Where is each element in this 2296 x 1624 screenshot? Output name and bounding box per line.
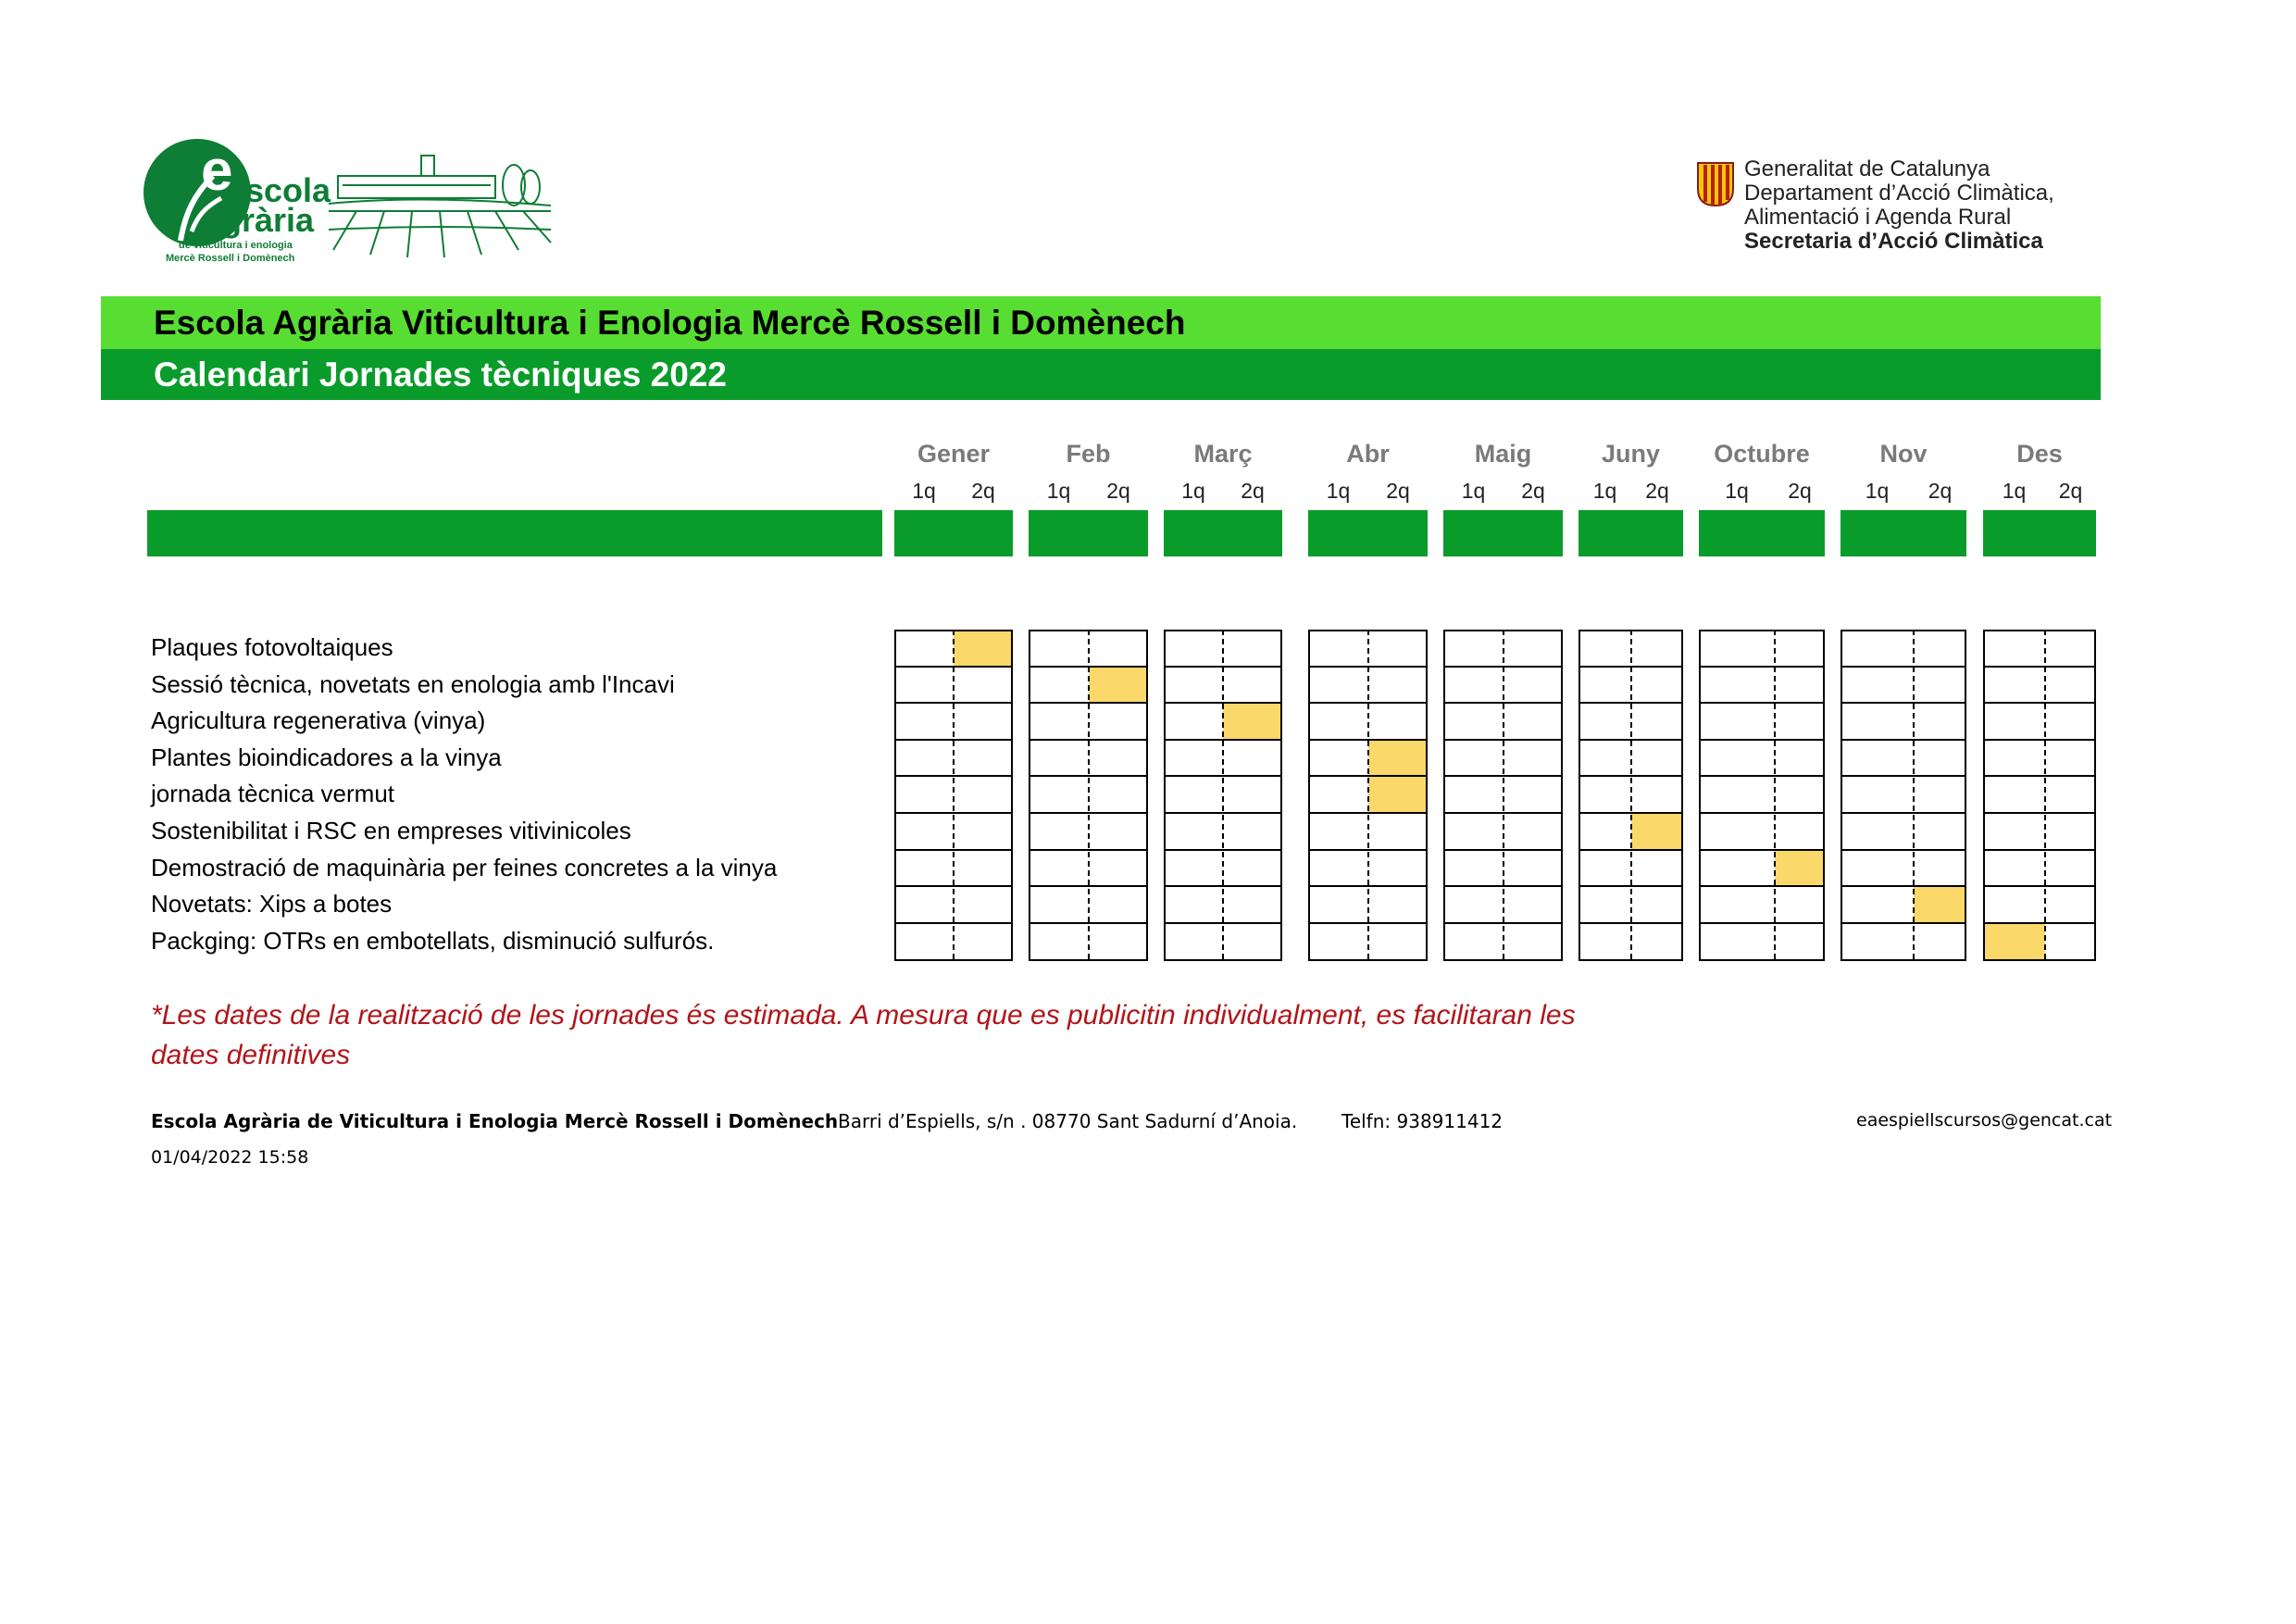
month-header-block (1164, 510, 1282, 556)
scheduled-cell (954, 630, 1013, 667)
month-header: Feb (1066, 440, 1111, 468)
quarter-divider (1222, 630, 1224, 959)
calendar-cell (1914, 776, 1966, 813)
calendar-cell (1983, 740, 2045, 777)
quarter-label: 1q (1592, 479, 1617, 503)
calendar-cell (1029, 667, 1089, 704)
calendar-cell (1504, 776, 1563, 813)
quarter-label: 1q (912, 479, 936, 503)
calendar-cell (1089, 813, 1148, 850)
calendar-cell (1983, 850, 2045, 887)
calendar-cell (894, 923, 954, 960)
month-header: Juny (1601, 440, 1661, 468)
calendar-cell (1164, 630, 1223, 667)
calendar-cell (2045, 886, 2096, 923)
estimate-note: *Les dates de la realització de les jornades és estimada. A mesura que es publicitin individualment, es facilitaran les dates definitives (151, 1000, 1576, 1070)
calendar-cell (954, 667, 1013, 704)
calendar-cell (1029, 923, 1089, 960)
event-label: Packging: OTRs en embotellats, disminució sulfurós. (151, 926, 715, 955)
quarter-divider (1367, 630, 1369, 959)
calendar-cell (1223, 923, 1282, 960)
calendar-cell (1914, 740, 1966, 777)
scheduled-cell (1775, 850, 1825, 887)
calendar-cell (1029, 776, 1089, 813)
calendar-cell (1775, 630, 1825, 667)
calendar-cell (1223, 886, 1282, 923)
row-divider (1983, 922, 2096, 924)
calendar-cell (1443, 667, 1504, 704)
quarter-label: 1q (2002, 479, 2027, 503)
calendar-cell (1775, 703, 1825, 740)
scheduled-cell (1983, 923, 2045, 960)
calendar-cell (1089, 703, 1148, 740)
event-label: Sessió tècnica, novetats en enologia amb l'Incavi (151, 669, 675, 698)
month-header-block (1699, 510, 1825, 556)
month-header: Des (2016, 440, 2063, 468)
row-divider (1699, 666, 1825, 668)
page-title: Escola Agrària Viticultura i Enologia Mercè Rossell i Domènech (154, 304, 1186, 342)
row-divider (1983, 739, 2096, 741)
calendar-cell (954, 776, 1013, 813)
calendar-cell (1775, 776, 1825, 813)
calendar-cell (1308, 776, 1368, 813)
quarter-divider (2044, 630, 2046, 959)
calendar-cell (954, 886, 1013, 923)
calendar-cell (1164, 740, 1223, 777)
quarter-divider (1913, 630, 1915, 959)
row-divider (1699, 812, 1825, 814)
calendar-cell (1914, 923, 1966, 960)
calendar-cell (1223, 630, 1282, 667)
month-header: Gener (917, 440, 991, 468)
row-divider (1841, 702, 1966, 704)
calendar-cell (1443, 923, 1504, 960)
calendar-cell (1699, 703, 1775, 740)
school-logo-graphic (144, 139, 569, 269)
calendar-cell (954, 923, 1013, 960)
row-divider (1983, 666, 2096, 668)
calendar-cell (954, 703, 1013, 740)
calendar-cell (894, 740, 954, 777)
event-label: Agricultura regenerativa (vinya) (151, 706, 486, 735)
calendar-cell (2045, 813, 2096, 850)
calendar-cell (1631, 630, 1683, 667)
row-divider (1983, 775, 2096, 777)
calendar-cell (894, 813, 954, 850)
calendar-cell (1029, 886, 1089, 923)
calendar-cell (1578, 667, 1631, 704)
calendar-cell (1308, 740, 1368, 777)
month-header-block (1443, 510, 1563, 556)
event-label: jornada tècnica vermut (151, 780, 395, 808)
calendar-cell (894, 886, 954, 923)
event-label: Sostenibilitat i RSC en empreses vitivinicoles (151, 817, 631, 844)
calendar-cell (894, 630, 954, 667)
calendar-cell (1841, 703, 1914, 740)
month-header-block (894, 510, 1013, 556)
calendar-cell (1699, 776, 1775, 813)
calendar-cell (1308, 667, 1368, 704)
calendar-cell (1443, 630, 1504, 667)
calendar-cell (1841, 923, 1914, 960)
calendar-cell (1089, 776, 1148, 813)
calendar-cell (1631, 850, 1683, 887)
quarter-label: 1q (1181, 479, 1205, 503)
calendar-cell (894, 850, 954, 887)
calendar-cell (1631, 703, 1683, 740)
calendar-cell (1578, 776, 1631, 813)
month-header-block (1578, 510, 1683, 556)
calendar-cell (1841, 667, 1914, 704)
calendar-cell (1223, 667, 1282, 704)
month-header-block (1029, 510, 1148, 556)
event-label: Novetats: Xips a botes (151, 890, 393, 918)
quarter-label: 2q (2058, 479, 2083, 503)
generalitat-line1: Generalitat de Catalunya (1744, 156, 1990, 181)
footer-date: 01/04/2022 15:58 (151, 1147, 309, 1168)
quarter-label: 2q (1521, 479, 1545, 503)
calendar-cell (1029, 703, 1089, 740)
calendar-cell (1578, 703, 1631, 740)
calendar-cell (1699, 740, 1775, 777)
row-divider (1699, 849, 1825, 851)
page-subtitle: Calendari Jornades tècniques 2022 (154, 356, 727, 394)
calendar-cell (1089, 630, 1148, 667)
scheduled-cell (1223, 703, 1282, 740)
calendar-cell (1578, 850, 1631, 887)
quarter-divider (1630, 630, 1632, 959)
calendar-cell (1223, 776, 1282, 813)
calendar-cell (894, 776, 954, 813)
quarter-label: 1q (1725, 479, 1749, 503)
school-logo (144, 139, 569, 269)
row-divider (1841, 812, 1966, 814)
calendar-cell (1223, 740, 1282, 777)
month-header-block (1308, 510, 1428, 556)
generalitat-line3: Alimentació i Agenda Rural (1744, 205, 2012, 230)
calendar-cell (1841, 740, 1914, 777)
calendar-cell (894, 667, 954, 704)
calendar-cell (1223, 850, 1282, 887)
quarter-label: 1q (1326, 479, 1351, 503)
logo-sub2-text: Mercè Rossell i Domènech (166, 253, 295, 264)
calendar-cell (1368, 630, 1428, 667)
calendar-cell (1914, 850, 1966, 887)
calendar-cell (1164, 667, 1223, 704)
calendar-cell (1699, 667, 1775, 704)
calendar-cell (2045, 776, 2096, 813)
calendar-cell (1841, 776, 1914, 813)
calendar-cell (1308, 923, 1368, 960)
quarter-divider (953, 630, 955, 959)
quarter-label: 2q (1386, 479, 1410, 503)
calendar-cell (894, 703, 954, 740)
scheduled-cell (1089, 667, 1148, 704)
calendar-cell (1368, 813, 1428, 850)
row-divider (1841, 739, 1966, 741)
month-header: Nov (1879, 440, 1928, 468)
calendar-cell (1443, 850, 1504, 887)
quarter-label: 2q (1645, 479, 1669, 503)
calendar-cell (1368, 850, 1428, 887)
calendar-cell (1443, 776, 1504, 813)
calendar-cell (1578, 740, 1631, 777)
calendar-cell (1308, 813, 1368, 850)
calendar-cell (2045, 923, 2096, 960)
calendar-cell (954, 850, 1013, 887)
calendar-cell (1775, 923, 1825, 960)
calendar-cell (1841, 850, 1914, 887)
calendar-cell (1841, 630, 1914, 667)
month-header: Març (1193, 440, 1253, 468)
row-divider (1699, 739, 1825, 741)
calendar-cell (1578, 923, 1631, 960)
calendar-cell (1631, 886, 1683, 923)
footer-school: Escola Agrària de Viticultura i Enologia Mercè Rossell i Domènech (151, 1110, 839, 1132)
row-divider (1699, 702, 1825, 704)
event-label: Demostració de maquinària per feines concretes a la vinya (151, 853, 778, 881)
calendar-cell (1089, 740, 1148, 777)
label-column-header-block (147, 510, 882, 556)
subtitle-bar (101, 349, 2101, 400)
calendar-cell (1578, 813, 1631, 850)
quarter-label: 2q (1928, 479, 1953, 503)
calendar-cell (1368, 886, 1428, 923)
quarter-label: 2q (1788, 479, 1812, 503)
calendar-cell (1631, 740, 1683, 777)
scheduled-cell (1368, 776, 1428, 813)
calendar-cell (1029, 740, 1089, 777)
calendar-cell (1914, 813, 1966, 850)
calendar-cell (1699, 850, 1775, 887)
row-divider (1699, 775, 1825, 777)
scheduled-cell (1368, 740, 1428, 777)
vineyard-illustration (329, 156, 551, 257)
calendar-cell (1578, 886, 1631, 923)
calendar-cell (1308, 703, 1368, 740)
quarter-divider (1088, 630, 1090, 959)
footer-email[interactable]: eaespiellscursos@gencat.cat (1856, 1110, 2113, 1131)
calendar-cell (1308, 630, 1368, 667)
quarter-label: 1q (1046, 479, 1071, 503)
calendar-cell (1504, 667, 1563, 704)
footer-phone: Telfn: 938911412 (1341, 1110, 1504, 1132)
calendar-cell (1841, 886, 1914, 923)
title-bar (101, 296, 2101, 349)
logo-sub1-text: de viticultura i enologia (179, 240, 293, 251)
quarter-divider (1774, 630, 1776, 959)
calendar-cell (1983, 813, 2045, 850)
calendar-cell (1699, 813, 1775, 850)
calendar-cell (1699, 923, 1775, 960)
catalan-flag-icon (1696, 161, 1735, 207)
calendar-cell (1504, 703, 1563, 740)
row-divider (1841, 775, 1966, 777)
calendar-cell (2045, 630, 2096, 667)
calendar-cell (1443, 703, 1504, 740)
calendar-cell (1164, 776, 1223, 813)
calendar-cell (1983, 703, 2045, 740)
footer-address: Barri d’Espiells, s/n . 08770 Sant Sadurní d’Anoia. (838, 1110, 1298, 1132)
calendar-cell (1089, 886, 1148, 923)
calendar-cell (1029, 630, 1089, 667)
row-divider (1983, 885, 2096, 887)
row-divider (1983, 849, 2096, 851)
calendar-cell (1089, 923, 1148, 960)
event-label: Plaques fotovoltaiques (151, 633, 393, 661)
calendar-cell (1164, 886, 1223, 923)
row-divider (1841, 666, 1966, 668)
calendar-cell (1368, 923, 1428, 960)
month-header-block (1983, 510, 2096, 556)
calendar-cell (1504, 740, 1563, 777)
calendar-cell (1443, 740, 1504, 777)
calendar-cell (1308, 886, 1368, 923)
quarter-label: 2q (1241, 479, 1265, 503)
calendar-cell (1029, 813, 1089, 850)
calendar-cell (1504, 813, 1563, 850)
generalitat-line4: Secretaria d’Acció Climàtica (1744, 229, 2043, 254)
generalitat-logo (1696, 157, 2103, 259)
calendar-cell (1164, 813, 1223, 850)
month-header: Abr (1346, 440, 1390, 468)
quarter-divider (1503, 630, 1504, 959)
quarter-label: 2q (971, 479, 995, 503)
calendar-cell (1308, 850, 1368, 887)
calendar-cell (2045, 740, 2096, 777)
row-divider (1699, 885, 1825, 887)
calendar-cell (1631, 923, 1683, 960)
calendar-cell (1631, 667, 1683, 704)
calendar-cell (1775, 813, 1825, 850)
row-divider (1983, 702, 2096, 704)
calendar-cell (1368, 667, 1428, 704)
calendar-cell (1841, 813, 1914, 850)
quarter-label: 1q (1461, 479, 1486, 503)
calendar-cell (2045, 850, 2096, 887)
scheduled-cell (1631, 813, 1683, 850)
calendar-cell (1223, 813, 1282, 850)
logo-agraria-text: grària (221, 201, 315, 239)
quarter-label: 1q (1865, 479, 1890, 503)
row-divider (1841, 922, 1966, 924)
row-divider (1841, 849, 1966, 851)
calendar-cell (1983, 886, 2045, 923)
calendar-cell (1368, 703, 1428, 740)
calendar-cell (1164, 850, 1223, 887)
calendar-cell (1775, 667, 1825, 704)
month-header: Maig (1474, 440, 1532, 468)
logo-escola-text: scola (245, 171, 331, 209)
calendar-cell (1631, 776, 1683, 813)
event-label: Plantes bioindicadores a la vinya (151, 743, 502, 771)
row-divider (1983, 812, 2096, 814)
quarter-label: 2q (1106, 479, 1130, 503)
calendar-cell (1983, 667, 2045, 704)
calendar-cell (1089, 850, 1148, 887)
calendar-cell (1164, 703, 1223, 740)
svg-text:e: e (201, 139, 233, 203)
calendar-cell (1443, 813, 1504, 850)
generalitat-line2: Departament d’Acció Climàtica, (1744, 181, 2054, 206)
calendar-cell (1504, 886, 1563, 923)
calendar-cell (1914, 630, 1966, 667)
month-header: Octubre (1714, 440, 1810, 468)
calendar-cell (1504, 923, 1563, 960)
calendar-cell (1983, 630, 2045, 667)
calendar-cell (1699, 630, 1775, 667)
calendar-cell (1029, 850, 1089, 887)
calendar-cell (1504, 850, 1563, 887)
calendar-cell (1775, 886, 1825, 923)
calendar-cell (1983, 776, 2045, 813)
calendar-cell (2045, 703, 2096, 740)
calendar-cell (954, 813, 1013, 850)
calendar-cell (1443, 886, 1504, 923)
calendar-cell (954, 740, 1013, 777)
month-header-block (1841, 510, 1966, 556)
calendar-cell (1164, 923, 1223, 960)
row-divider (1699, 922, 1825, 924)
calendar-cell (1578, 630, 1631, 667)
calendar-cell (2045, 667, 2096, 704)
calendar-cell (1775, 740, 1825, 777)
calendar-cell (1699, 886, 1775, 923)
calendar-cell (1914, 667, 1966, 704)
row-divider (1841, 885, 1966, 887)
scheduled-cell (1914, 886, 1966, 923)
calendar-cell (1914, 703, 1966, 740)
calendar-cell (1504, 630, 1563, 667)
